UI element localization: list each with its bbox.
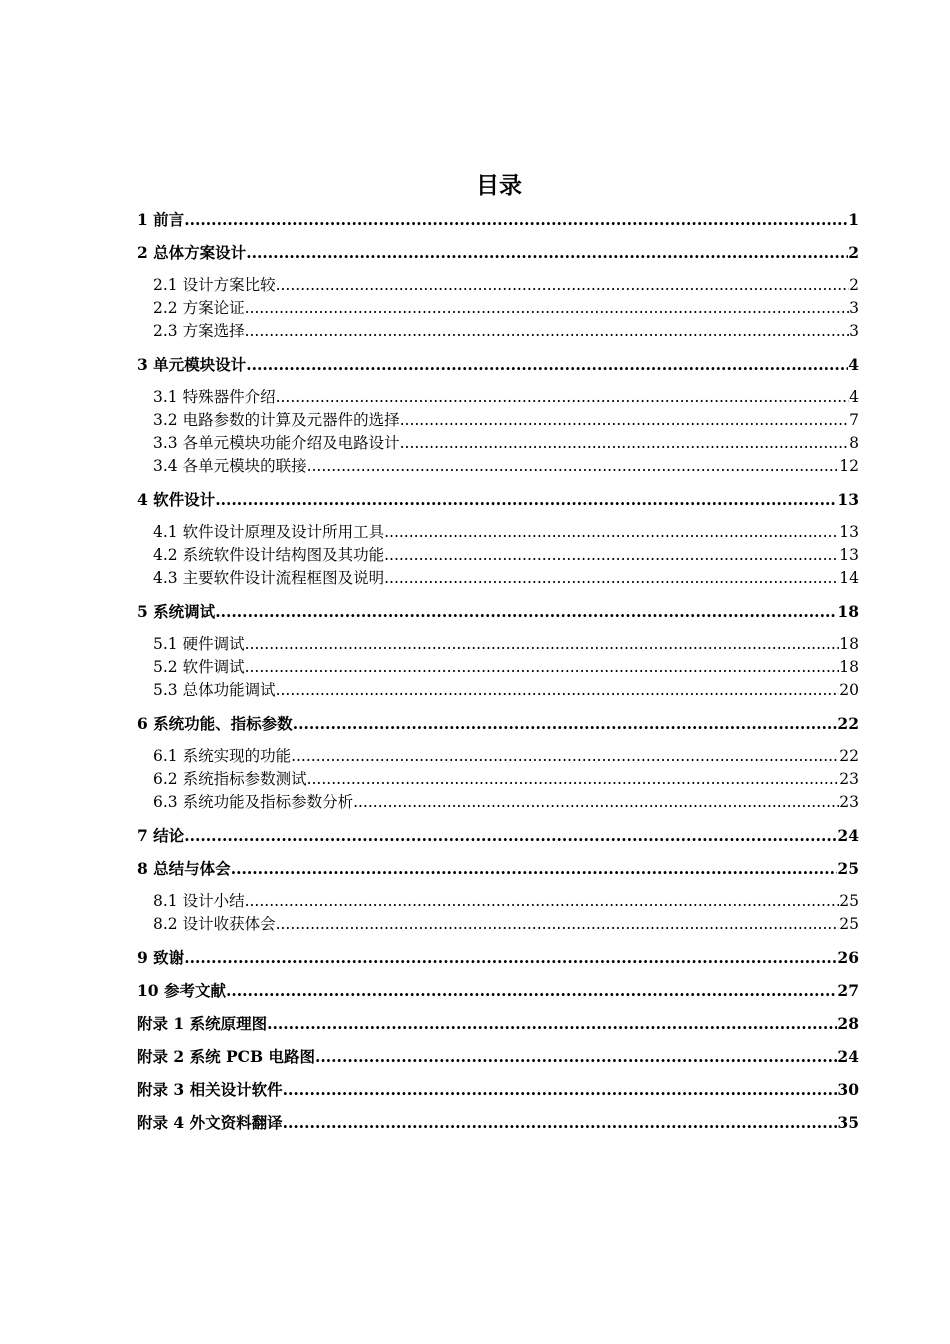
toc-entry-section[interactable] [137, 745, 859, 768]
toc-dot-leader [384, 544, 839, 567]
toc-dot-leader [267, 1013, 837, 1035]
toc-entry-section[interactable] [137, 274, 859, 297]
toc-entry-label: 5.3 总体功能调试 [153, 681, 276, 699]
toc-entry-chapter[interactable] [137, 209, 859, 231]
toc-entry-page-number: 24 [837, 826, 859, 845]
toc-entry-label: 附录 4 外文资料翻译 [137, 1113, 283, 1132]
toc-entry-page-number: 25 [837, 859, 859, 878]
toc-entry-page-number: 25 [839, 915, 859, 933]
toc-dot-leader [291, 745, 839, 768]
toc-entry-chapter[interactable] [137, 242, 859, 264]
toc-entry-label: 3.2 电路参数的计算及元器件的选择 [153, 411, 400, 429]
toc-dot-leader [215, 489, 837, 511]
toc-entry-page-number: 22 [839, 747, 859, 765]
toc-entry-section[interactable] [137, 455, 859, 478]
toc-dot-leader [184, 209, 848, 231]
toc-entry-label: 7 结论 [137, 826, 185, 845]
toc-entry-label: 10 参考文献 [137, 981, 226, 1000]
toc-dot-leader [353, 791, 839, 814]
toc-dot-leader [384, 521, 839, 544]
toc-entry-page-number: 3 [849, 299, 859, 317]
toc-entry-label: 3.4 各单元模块的联接 [153, 457, 307, 475]
toc-entry-label: 9 致谢 [137, 948, 185, 967]
toc-entry-label: 4.2 系统软件设计结构图及其功能 [153, 546, 385, 564]
toc-entry-section[interactable] [137, 386, 859, 409]
toc-entry-section[interactable] [137, 890, 859, 913]
toc-entry-label: 3.3 各单元模块功能介绍及电路设计 [153, 434, 400, 452]
toc-entry-label: 6 系统功能、指标参数 [137, 714, 293, 733]
toc-entry-page-number: 7 [849, 411, 859, 429]
toc-entry-label: 6.2 系统指标参数测试 [153, 770, 307, 788]
toc-entry-page-number: 28 [837, 1014, 859, 1033]
toc-entry-page-number: 3 [849, 322, 859, 340]
toc-dot-leader [276, 679, 840, 702]
toc-entry-page-number: 4 [848, 355, 859, 374]
toc-entry-chapter[interactable] [137, 1013, 859, 1035]
toc-entry-chapter[interactable] [137, 1112, 859, 1134]
toc-dot-leader [315, 1046, 837, 1068]
toc-dot-leader [226, 980, 837, 1002]
toc-entry-page-number: 13 [839, 546, 859, 564]
toc-dot-leader [276, 913, 840, 936]
toc-entry-page-number: 13 [837, 490, 859, 509]
toc-dot-leader [184, 825, 837, 847]
toc-entry-page-number: 26 [837, 948, 859, 967]
toc-title: 目录 [476, 173, 522, 199]
toc-entry-page-number: 2 [849, 276, 859, 294]
toc-entry-label: 3 单元模块设计 [137, 355, 247, 374]
toc-entry-page-number: 23 [839, 770, 859, 788]
toc-dot-leader [184, 947, 837, 969]
toc-entry-page-number: 14 [839, 569, 859, 587]
toc-entry-label: 2.2 方案论证 [153, 299, 245, 317]
toc-entry-section[interactable] [137, 567, 859, 590]
toc-entry-section[interactable] [137, 432, 859, 455]
toc-entry-section[interactable] [137, 409, 859, 432]
toc-entry-section[interactable] [137, 913, 859, 936]
toc-entry-label: 2.3 方案选择 [153, 322, 245, 340]
toc-dot-leader [293, 713, 838, 735]
toc-entry-page-number: 23 [839, 793, 859, 811]
toc-dot-leader [246, 354, 848, 376]
toc-entry-section[interactable] [137, 320, 859, 343]
toc-entry-label: 5.1 硬件调试 [153, 635, 245, 653]
toc-entry-page-number: 20 [839, 681, 859, 699]
toc-entry-label: 2 总体方案设计 [137, 243, 247, 262]
toc-entry-page-number: 18 [837, 602, 859, 621]
toc-entry-label: 4.1 软件设计原理及设计所用工具 [153, 523, 385, 541]
toc-dot-leader [245, 297, 850, 320]
toc-entry-chapter[interactable] [137, 713, 859, 735]
toc-entry-section[interactable] [137, 544, 859, 567]
toc-entry-page-number: 2 [848, 243, 859, 262]
toc-dot-leader [215, 601, 837, 623]
toc-dot-leader [283, 1112, 838, 1134]
toc-dot-leader [231, 858, 838, 880]
toc-dot-leader [283, 1079, 838, 1101]
toc-entry-page-number: 13 [839, 523, 859, 541]
toc-entry-page-number: 8 [849, 434, 859, 452]
toc-entry-chapter[interactable] [137, 1079, 859, 1101]
toc-entry-section[interactable] [137, 297, 859, 320]
toc-entry-label: 附录 1 系统原理图 [137, 1014, 268, 1033]
toc-entry-label: 8 总结与体会 [137, 859, 231, 878]
toc-entry-label: 6.1 系统实现的功能 [153, 747, 292, 765]
toc-entry-chapter[interactable] [137, 601, 859, 623]
toc-entry-page-number: 25 [839, 892, 859, 910]
toc-entry-chapter[interactable] [137, 980, 859, 1002]
toc-entry-page-number: 18 [839, 635, 859, 653]
toc-dot-leader [245, 890, 840, 913]
toc-dot-leader [384, 567, 839, 590]
toc-entry-chapter[interactable] [137, 354, 859, 376]
toc-entry-page-number: 1 [848, 210, 859, 229]
toc-entry-label: 5 系统调试 [137, 602, 216, 621]
toc-entry-page-number: 30 [837, 1080, 859, 1099]
toc-entry-section[interactable] [137, 791, 859, 814]
toc-entry-label: 8.1 设计小结 [153, 892, 245, 910]
toc-entry-label: 5.2 软件调试 [153, 658, 245, 676]
toc-entry-label: 4.3 主要软件设计流程框图及说明 [153, 569, 385, 587]
toc-dot-leader [245, 633, 840, 656]
toc-dot-leader [307, 455, 840, 478]
toc-dot-leader [245, 656, 840, 679]
toc-entry-chapter[interactable] [137, 947, 859, 969]
toc-entry-page-number: 12 [839, 457, 859, 475]
toc-entry-section[interactable] [137, 656, 859, 679]
toc-entry-page-number: 27 [837, 981, 859, 1000]
toc-dot-leader [276, 274, 850, 297]
toc-entry-label: 3.1 特殊器件介绍 [153, 388, 276, 406]
toc-dot-leader [307, 768, 840, 791]
toc-entry-label: 1 前言 [137, 210, 185, 229]
toc-entry-page-number: 4 [849, 388, 859, 406]
toc-entry-section[interactable] [137, 633, 859, 656]
toc-entry-chapter[interactable] [137, 858, 859, 880]
toc-entry-label: 附录 3 相关设计软件 [137, 1080, 283, 1099]
toc-entry-section[interactable] [137, 521, 859, 544]
toc-entry-page-number: 22 [837, 714, 859, 733]
toc-entry-section[interactable] [137, 768, 859, 791]
toc-entry-label: 2.1 设计方案比较 [153, 276, 276, 294]
toc-entry-page-number: 24 [837, 1047, 859, 1066]
toc-entry-chapter[interactable] [137, 825, 859, 847]
toc-dot-leader [400, 409, 850, 432]
toc-entry-section[interactable] [137, 679, 859, 702]
toc-dot-leader [400, 432, 850, 455]
toc-entry-chapter[interactable] [137, 489, 859, 511]
table-of-contents [137, 209, 859, 1134]
toc-entry-label: 附录 2 系统 PCB 电路图 [137, 1047, 315, 1066]
toc-entry-label: 4 软件设计 [137, 490, 216, 509]
toc-entry-chapter[interactable] [137, 1046, 859, 1068]
toc-dot-leader [245, 320, 850, 343]
toc-entry-label: 8.2 设计收获体会 [153, 915, 276, 933]
toc-dot-leader [276, 386, 850, 409]
toc-entry-label: 6.3 系统功能及指标参数分析 [153, 793, 354, 811]
toc-dot-leader [246, 242, 848, 264]
toc-entry-page-number: 35 [837, 1113, 859, 1132]
toc-entry-page-number: 18 [839, 658, 859, 676]
